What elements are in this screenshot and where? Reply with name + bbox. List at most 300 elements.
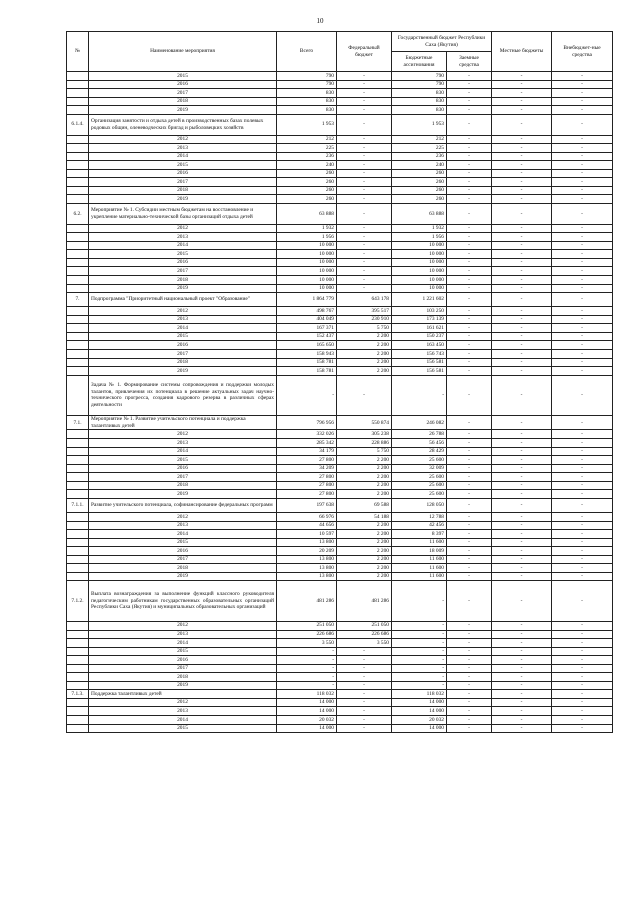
row-state-borrowed: - (447, 456, 492, 465)
row-year: 2019 (89, 490, 277, 499)
row-local: - (492, 572, 552, 581)
row-year: 2017 (89, 664, 277, 673)
row-state-budget: 173 139 (392, 315, 447, 324)
row-extra: - (552, 241, 613, 250)
activity-row (67, 293, 613, 307)
row-extra: - (552, 564, 613, 573)
row-extra: - (552, 367, 613, 376)
row-federal: 69 588 (337, 498, 392, 512)
row-year: 2019 (89, 572, 277, 581)
row-state-budget: 32 009 (392, 464, 447, 473)
row-state-borrowed: - (447, 430, 492, 439)
row-state-budget: 10 000 (392, 275, 447, 284)
row-local: - (492, 690, 552, 699)
row-federal: - (337, 258, 392, 267)
row-name: Мероприятие № 1. Развитие учительского потенциала и поддержка талантливых детей (89, 416, 277, 430)
row-name: Задача № 1. Формирование системы сопровождения и поддержки молодых талантов, привлечения их потенциала в решение актуальных задач научно-технического прогресса, создания кадрового резерва в различных сферах деятельности (89, 375, 277, 416)
row-local: - (492, 324, 552, 333)
row-year: 2017 (89, 350, 277, 359)
row-number (67, 538, 89, 547)
row-federal: - (337, 169, 392, 178)
header-local: Местные бюджеты (492, 32, 552, 72)
row-state-borrowed: - (447, 169, 492, 178)
row-number (67, 186, 89, 195)
row-number (67, 621, 89, 630)
row-extra: - (552, 161, 613, 170)
row-total: - (277, 664, 337, 673)
row-extra: - (552, 481, 613, 490)
row-number (67, 673, 89, 682)
row-federal: - (337, 707, 392, 716)
row-federal: - (337, 664, 392, 673)
row-state-budget: 790 (392, 80, 447, 89)
row-extra: - (552, 490, 613, 499)
row-local: - (492, 332, 552, 341)
year-row (67, 473, 613, 482)
row-extra: - (552, 639, 613, 648)
row-state-budget: - (392, 647, 447, 656)
row-year: 2014 (89, 241, 277, 250)
row-extra: - (552, 430, 613, 439)
row-year: 2013 (89, 315, 277, 324)
header-extra: Внебюджет-ные средства (552, 32, 613, 72)
year-row (67, 275, 613, 284)
row-local: - (492, 178, 552, 187)
row-local: - (492, 258, 552, 267)
row-number: 7.1.1. (67, 498, 89, 512)
row-extra: - (552, 258, 613, 267)
row-state-budget: - (392, 621, 447, 630)
table-body (67, 72, 613, 733)
row-state-borrowed: - (447, 521, 492, 530)
row-local: - (492, 639, 552, 648)
year-row (67, 715, 613, 724)
row-state-budget: 830 (392, 106, 447, 115)
row-local: - (492, 106, 552, 115)
row-local: - (492, 438, 552, 447)
row-state-borrowed: - (447, 80, 492, 89)
row-extra: - (552, 555, 613, 564)
row-state-borrowed: - (447, 690, 492, 699)
row-year: 2015 (89, 332, 277, 341)
row-number (67, 250, 89, 259)
row-local: - (492, 72, 552, 81)
row-state-budget: 25 600 (392, 456, 447, 465)
year-row (67, 572, 613, 581)
row-total: 830 (277, 89, 337, 98)
row-number (67, 358, 89, 367)
row-state-borrowed: - (447, 72, 492, 81)
row-extra: - (552, 464, 613, 473)
row-state-borrowed: - (447, 530, 492, 539)
row-local: - (492, 89, 552, 98)
row-year: 2012 (89, 430, 277, 439)
row-state-budget: 25 600 (392, 481, 447, 490)
year-row (67, 430, 613, 439)
row-local: - (492, 267, 552, 276)
row-year: 2019 (89, 106, 277, 115)
row-state-budget: 260 (392, 195, 447, 204)
row-year: 2015 (89, 161, 277, 170)
row-local: - (492, 375, 552, 416)
row-local: - (492, 647, 552, 656)
row-extra: - (552, 416, 613, 430)
year-row (67, 647, 613, 656)
row-state-budget: 225 (392, 144, 447, 153)
row-extra: - (552, 89, 613, 98)
row-total: - (277, 681, 337, 690)
row-state-budget: 1 953 (392, 114, 447, 135)
row-federal: 2 200 (337, 572, 392, 581)
row-total: 152 437 (277, 332, 337, 341)
row-state-borrowed: - (447, 241, 492, 250)
row-extra: - (552, 284, 613, 293)
year-row (67, 464, 613, 473)
row-total: 236 (277, 152, 337, 161)
row-total: 498 767 (277, 307, 337, 316)
row-state-budget: 12 788 (392, 512, 447, 521)
header-name: Наименование мероприятия (89, 32, 277, 72)
row-number (67, 656, 89, 665)
row-state-borrowed: - (447, 186, 492, 195)
year-row (67, 178, 613, 187)
header-federal: Федеральный бюджет (337, 32, 392, 72)
row-extra: - (552, 698, 613, 707)
row-number (67, 144, 89, 153)
row-state-borrowed: - (447, 135, 492, 144)
row-federal: 230 910 (337, 315, 392, 324)
row-state-borrowed: - (447, 284, 492, 293)
row-extra: - (552, 438, 613, 447)
row-extra: - (552, 715, 613, 724)
row-number (67, 630, 89, 639)
row-federal: 3 550 (337, 639, 392, 648)
row-state-borrowed: - (447, 358, 492, 367)
row-local: - (492, 293, 552, 307)
row-extra: - (552, 203, 613, 224)
year-row (67, 161, 613, 170)
row-year: 2013 (89, 438, 277, 447)
row-number (67, 456, 89, 465)
row-number: 7.1. (67, 416, 89, 430)
row-total: 27 800 (277, 481, 337, 490)
row-extra: - (552, 656, 613, 665)
row-state-budget: 10 000 (392, 284, 447, 293)
row-local: - (492, 538, 552, 547)
row-number (67, 341, 89, 350)
row-local: - (492, 555, 552, 564)
row-federal: - (337, 233, 392, 242)
row-federal: - (337, 698, 392, 707)
row-federal: 5 750 (337, 447, 392, 456)
year-row (67, 555, 613, 564)
row-number (67, 707, 89, 716)
row-number (67, 332, 89, 341)
row-number (67, 438, 89, 447)
row-federal: 54 188 (337, 512, 392, 521)
row-total: 13 800 (277, 538, 337, 547)
row-federal: - (337, 250, 392, 259)
row-total: 10 000 (277, 241, 337, 250)
row-total: 225 (277, 144, 337, 153)
row-total: 1 953 (277, 114, 337, 135)
row-total: 260 (277, 178, 337, 187)
row-year: 2019 (89, 195, 277, 204)
row-number (67, 572, 89, 581)
year-row (67, 512, 613, 521)
row-year: 2013 (89, 144, 277, 153)
row-year: 2016 (89, 341, 277, 350)
row-state-borrowed: - (447, 275, 492, 284)
row-local: - (492, 135, 552, 144)
row-state-budget: 150 237 (392, 332, 447, 341)
row-number (67, 698, 89, 707)
row-federal: - (337, 186, 392, 195)
row-state-budget: 26 788 (392, 430, 447, 439)
row-federal: 643 178 (337, 293, 392, 307)
row-total: 260 (277, 186, 337, 195)
row-year: 2015 (89, 72, 277, 81)
row-federal: 2 200 (337, 332, 392, 341)
row-number (67, 530, 89, 539)
header-num: № (67, 32, 89, 72)
row-number (67, 715, 89, 724)
row-extra: - (552, 512, 613, 521)
row-state-borrowed: - (447, 473, 492, 482)
row-state-borrowed: - (447, 114, 492, 135)
row-local: - (492, 144, 552, 153)
row-local: - (492, 161, 552, 170)
row-state-borrowed: - (447, 144, 492, 153)
row-state-borrowed: - (447, 656, 492, 665)
row-year: 2014 (89, 152, 277, 161)
row-state-borrowed: - (447, 341, 492, 350)
row-local: - (492, 724, 552, 733)
row-federal: 2 200 (337, 473, 392, 482)
row-state-budget: 8 397 (392, 530, 447, 539)
row-extra: - (552, 307, 613, 316)
row-federal: - (337, 114, 392, 135)
row-federal: 2 200 (337, 341, 392, 350)
row-state-borrowed: - (447, 293, 492, 307)
row-state-budget: - (392, 630, 447, 639)
row-extra: - (552, 114, 613, 135)
row-number (67, 169, 89, 178)
row-number (67, 350, 89, 359)
row-number: 7.1.2. (67, 581, 89, 622)
row-number (67, 375, 89, 416)
row-total: 44 656 (277, 521, 337, 530)
row-total: 1 932 (277, 224, 337, 233)
row-state-borrowed: - (447, 464, 492, 473)
row-state-borrowed: - (447, 315, 492, 324)
row-total: 63 888 (277, 203, 337, 224)
row-year: 2014 (89, 530, 277, 539)
row-state-budget: 240 (392, 161, 447, 170)
row-extra: - (552, 152, 613, 161)
row-state-budget: 1 956 (392, 233, 447, 242)
row-state-borrowed: - (447, 564, 492, 573)
row-local: - (492, 456, 552, 465)
row-local: - (492, 350, 552, 359)
row-state-budget: 156 743 (392, 350, 447, 359)
row-extra: - (552, 350, 613, 359)
year-row (67, 144, 613, 153)
row-state-borrowed: - (447, 97, 492, 106)
row-extra: - (552, 97, 613, 106)
row-extra: - (552, 169, 613, 178)
row-total: 10 597 (277, 530, 337, 539)
row-total: 158 781 (277, 358, 337, 367)
row-extra: - (552, 233, 613, 242)
row-federal: - (337, 690, 392, 699)
row-state-budget: 42 456 (392, 521, 447, 530)
row-year: 2016 (89, 169, 277, 178)
row-state-budget: 246 082 (392, 416, 447, 430)
row-year: 2017 (89, 555, 277, 564)
row-local: - (492, 464, 552, 473)
row-local: - (492, 97, 552, 106)
row-number (67, 681, 89, 690)
year-row (67, 284, 613, 293)
row-federal: 5 750 (337, 324, 392, 333)
row-year: 2014 (89, 324, 277, 333)
row-year: 2017 (89, 473, 277, 482)
year-row (67, 324, 613, 333)
row-total: 13 800 (277, 572, 337, 581)
row-year: 2019 (89, 284, 277, 293)
row-year: 2016 (89, 258, 277, 267)
year-row (67, 367, 613, 376)
row-state-budget: 11 600 (392, 538, 447, 547)
row-state-borrowed: - (447, 332, 492, 341)
year-row (67, 681, 613, 690)
row-local: - (492, 490, 552, 499)
row-extra: - (552, 250, 613, 259)
row-number (67, 521, 89, 530)
row-federal: - (337, 656, 392, 665)
year-row (67, 538, 613, 547)
row-state-budget: 260 (392, 169, 447, 178)
row-name: Развитие учительского потенциала, софинансирование федеральных программ (89, 498, 277, 512)
row-total: 13 800 (277, 564, 337, 573)
row-federal: - (337, 715, 392, 724)
row-total: 10 000 (277, 275, 337, 284)
year-row (67, 72, 613, 81)
row-extra: - (552, 647, 613, 656)
activity-row (67, 416, 613, 430)
row-state-budget: 1 221 602 (392, 293, 447, 307)
year-row (67, 547, 613, 556)
row-extra: - (552, 358, 613, 367)
row-extra: - (552, 664, 613, 673)
row-state-budget: - (392, 664, 447, 673)
row-state-budget: 161 621 (392, 324, 447, 333)
row-federal: - (337, 724, 392, 733)
row-total: 830 (277, 97, 337, 106)
row-year: 2012 (89, 698, 277, 707)
row-local: - (492, 521, 552, 530)
row-state-budget: 20 032 (392, 715, 447, 724)
row-state-borrowed: - (447, 724, 492, 733)
row-extra: - (552, 538, 613, 547)
row-local: - (492, 673, 552, 682)
row-local: - (492, 547, 552, 556)
row-year: 2013 (89, 707, 277, 716)
row-year: 2015 (89, 250, 277, 259)
row-state-budget: 11 600 (392, 564, 447, 573)
row-state-budget: 10 000 (392, 267, 447, 276)
row-extra: - (552, 498, 613, 512)
row-number (67, 233, 89, 242)
row-extra: - (552, 724, 613, 733)
row-year: 2012 (89, 224, 277, 233)
row-state-budget: 236 (392, 152, 447, 161)
row-federal: 2 200 (337, 555, 392, 564)
row-state-budget: 18 009 (392, 547, 447, 556)
row-state-borrowed: - (447, 639, 492, 648)
row-state-budget: 56 456 (392, 438, 447, 447)
row-state-borrowed: - (447, 161, 492, 170)
activity-row (67, 375, 613, 416)
row-number (67, 307, 89, 316)
year-row (67, 698, 613, 707)
row-federal: - (337, 144, 392, 153)
row-local: - (492, 341, 552, 350)
row-total: 260 (277, 169, 337, 178)
row-number (67, 195, 89, 204)
row-number: 7. (67, 293, 89, 307)
row-state-budget: 25 600 (392, 490, 447, 499)
row-total: - (277, 375, 337, 416)
row-federal: 2 200 (337, 481, 392, 490)
row-state-budget: 212 (392, 135, 447, 144)
row-total: 10 000 (277, 267, 337, 276)
row-state-budget: 830 (392, 97, 447, 106)
row-federal: 2 200 (337, 350, 392, 359)
row-local: - (492, 195, 552, 204)
row-total: 1 864 779 (277, 293, 337, 307)
row-extra: - (552, 144, 613, 153)
row-federal: 395 517 (337, 307, 392, 316)
row-total: - (277, 647, 337, 656)
row-state-budget: 128 050 (392, 498, 447, 512)
row-number (67, 284, 89, 293)
row-state-budget: 10 000 (392, 241, 447, 250)
row-total: 118 032 (277, 690, 337, 699)
year-row (67, 186, 613, 195)
row-federal: - (337, 72, 392, 81)
row-year: 2018 (89, 673, 277, 682)
row-year: 2016 (89, 656, 277, 665)
row-local: - (492, 664, 552, 673)
row-number: 7.1.3. (67, 690, 89, 699)
row-number (67, 367, 89, 376)
row-total: - (277, 656, 337, 665)
row-state-borrowed: - (447, 438, 492, 447)
row-federal: - (337, 647, 392, 656)
row-number (67, 447, 89, 456)
header-state-budget: Государственный бюджет Республики Саха (Якутия) (392, 32, 492, 52)
row-federal: 251 050 (337, 621, 392, 630)
row-extra: - (552, 581, 613, 622)
row-local: - (492, 498, 552, 512)
row-year: 2019 (89, 681, 277, 690)
row-local: - (492, 707, 552, 716)
row-total: 167 371 (277, 324, 337, 333)
row-federal: 2 200 (337, 464, 392, 473)
row-federal: 2 200 (337, 530, 392, 539)
